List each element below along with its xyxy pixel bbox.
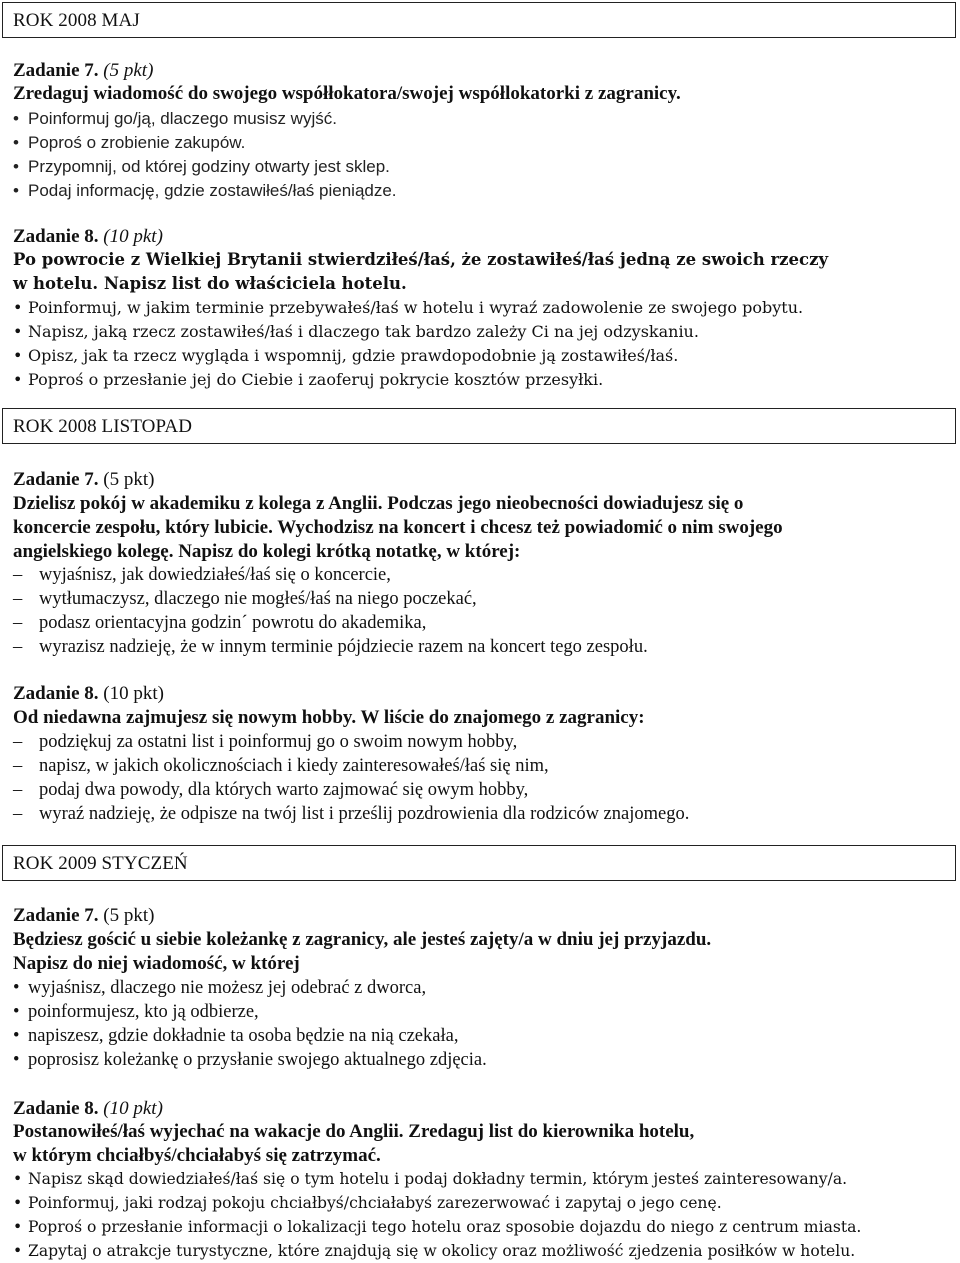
section-title: ROK 2009 STYCZEŃ (13, 853, 188, 874)
list-item-text: Opisz, jak ta rzecz wygląda i wspomnij, gdzie prawdopodobnie ją zostawiłeś/łaś. (28, 346, 679, 365)
task-points: (5 pkt) (103, 60, 154, 81)
section-title: ROK 2008 MAJ (13, 10, 140, 31)
bullet: • (13, 157, 19, 176)
task-number: Zadanie 7. (13, 905, 99, 926)
list-item (13, 155, 390, 178)
task-instruction: Dzielisz pokój w akademiku z kolega z Anglii. Podczas jego nieobecności dowiadujesz się o (13, 493, 744, 514)
list-item (13, 564, 391, 587)
task-instruction: angielskiego kolegę. Napisz do kolegi krótką notatkę, w której: (13, 541, 521, 562)
task-instruction: koncercie zespołu, który lubicie. Wychodzisz na koncert i chcesz też powiadomić o nim swojego (13, 517, 783, 538)
list-item (13, 1240, 855, 1263)
list-item (13, 107, 337, 130)
list-item (13, 1216, 861, 1239)
list-item (13, 320, 699, 343)
list-item-text: Poinformuj, w jakim terminie przebywałeś/łaś w hotelu i wyraź zadowolenie ze swojego pobytu. (28, 298, 804, 317)
list-item-text: Poproś o przesłanie jej do Ciebie i zaoferuj pokrycie kosztów przesyłki. (28, 370, 604, 389)
task-instruction: Od niedawna zajmujesz się nowym hobby. W liście do znajomego z zagranicy: (13, 707, 645, 728)
list-item (13, 1192, 722, 1215)
list-item-text: poinformujesz, kto ją odbierze, (28, 1002, 259, 1022)
section-header-2009-styczen (2, 845, 956, 881)
dash: – (13, 613, 23, 633)
list-item (13, 731, 517, 754)
list-item-text: Poproś o zrobienie zakupów. (28, 133, 246, 152)
list-item-text: podziękuj za ostatni list i poinformuj go o swoim nowym hobby, (39, 732, 518, 752)
task-points: (10 pkt) (103, 226, 163, 247)
list-item (13, 131, 245, 154)
list-item (13, 368, 603, 391)
list-item-text: Napisz skąd dowiedziałeś/łaś się o tym hotelu i podaj dokładny termin, którym jesteś zainteresowany/a. (28, 1170, 848, 1188)
list-item-text: Poinformuj, jaki rodzaj pokoju chciałbyś/chciałabyś zarezerwować i zapytaj o jego cenę. (28, 1194, 722, 1212)
list-item (13, 1025, 458, 1048)
list-item-text: napiszesz, gdzie dokładnie ta osoba będzie na nią czekała, (28, 1026, 459, 1046)
task-number: Zadanie 8. (13, 226, 99, 247)
list-item (13, 588, 477, 611)
list-item-text: Poproś o przesłanie informacji o lokalizacji tego hotelu oraz sposobie dojazdu do niego z centrum miasta. (28, 1218, 862, 1236)
dash: – (13, 637, 23, 657)
list-item-text: wyrazisz nadzieję, że w innym terminie pójdziecie razem na koncert tego zespołu. (39, 637, 648, 657)
bullet: • (13, 1170, 23, 1188)
dash: – (13, 780, 23, 800)
task-points: (5 pkt) (103, 469, 155, 490)
task-heading (13, 682, 164, 705)
task-heading (13, 468, 154, 491)
section-title: ROK 2008 LISTOPAD (13, 416, 193, 437)
list-item-text: wyjaśnisz, jak dowiedziałeś/łaś się o koncercie, (39, 565, 391, 585)
list-item-text: Poinformuj go/ją, dlaczego musisz wyjść. (28, 109, 337, 128)
dash: – (13, 565, 23, 585)
bullet: • (13, 1218, 23, 1236)
list-item (13, 779, 528, 802)
task-number: Zadanie 8. (13, 1098, 99, 1119)
task-points: (10 pkt) (103, 1098, 163, 1119)
list-item-text: poprosisz koleżankę o przysłanie swojego aktualnego zdjęcia. (28, 1050, 487, 1070)
list-item-text: napisz, w jakich okolicznościach i kiedy zainteresowałeś/łaś się nim, (39, 756, 549, 776)
list-item (13, 803, 689, 826)
dash: – (13, 756, 23, 776)
list-item (13, 1168, 847, 1191)
bullet: • (13, 978, 20, 998)
bullet: • (13, 1242, 23, 1260)
bullet: • (13, 346, 23, 365)
task-instruction: Postanowiłeś/łaś wyjechać na wakacje do Anglii. Zredaguj list do kierownika hotelu, (13, 1121, 695, 1142)
task-heading (13, 59, 153, 82)
section-header-2008-maj (2, 2, 956, 38)
bullet: • (13, 1050, 20, 1070)
task-number: Zadanie 7. (13, 60, 99, 81)
task-instruction: w hotelu. Napisz list do właściciela hotelu. (13, 274, 407, 293)
list-item (13, 344, 678, 367)
bullet: • (13, 1002, 20, 1022)
task-instruction: Po powrocie z Wielkiej Brytanii stwierdziłeś/łaś, że zostawiłeś/łaś jedną ze swoich rzeczy (13, 250, 829, 269)
list-item (13, 296, 803, 319)
task-heading (13, 904, 154, 927)
list-item-text: Przypomnij, od której godziny otwarty jest sklep. (28, 157, 390, 176)
list-item-text: podaj dwa powody, dla których warto zajmować się owym hobby, (39, 780, 529, 800)
bullet: • (13, 1194, 23, 1212)
bullet: • (13, 133, 19, 152)
task-points: (10 pkt) (103, 683, 164, 704)
task-heading (13, 225, 163, 248)
bullet: • (13, 322, 23, 341)
dash: – (13, 589, 23, 609)
bullet: • (13, 298, 23, 317)
list-item (13, 1049, 487, 1072)
list-item (13, 636, 648, 659)
bullet: • (13, 370, 23, 389)
task-instruction: Napisz do niej wiadomość, w której (13, 953, 300, 974)
list-item-text: Podaj informację, gdzie zostawiłeś/łaś pieniądze. (28, 181, 397, 200)
section-header-2008-listopad (2, 408, 956, 444)
bullet: • (13, 181, 19, 200)
dash: – (13, 732, 23, 752)
bullet: • (13, 1026, 20, 1046)
bullet: • (13, 109, 19, 128)
list-item (13, 1001, 259, 1024)
list-item-text: Zapytaj o atrakcje turystyczne, które znajdują się w okolicy oraz możliwość zjedzenia posiłków w hotelu. (28, 1242, 856, 1260)
list-item (13, 612, 426, 635)
task-heading (13, 1097, 163, 1120)
list-item-text: wyjaśnisz, dlaczego nie możesz jej odebrać z dworca, (28, 978, 427, 998)
list-item (13, 977, 426, 1000)
list-item (13, 179, 397, 202)
task-points: (5 pkt) (103, 905, 155, 926)
task-number: Zadanie 7. (13, 469, 99, 490)
list-item (13, 755, 549, 778)
task-number: Zadanie 8. (13, 683, 99, 704)
dash: – (13, 804, 23, 824)
task-instruction: Zredaguj wiadomość do swojego współłokatora/swojej współlokatorki z zagranicy. (13, 83, 681, 104)
list-item-text: wyraź nadzieję, że odpisze na twój list i prześlij pozdrowienia dla rodziców znajomego. (39, 804, 690, 824)
task-instruction: w którym chciałbyś/chciałabyś się zatrzymać. (13, 1145, 381, 1166)
list-item-text: wytłumaczysz, dlaczego nie mogłeś/łaś na niego poczekać, (39, 589, 477, 609)
list-item-text: Napisz, jaką rzecz zostawiłeś/łaś i dlaczego tak bardzo zależy Ci na jej odzyskaniu. (28, 322, 699, 341)
task-instruction: Będziesz gościć u siebie koleżankę z zagranicy, ale jesteś zajęty/a w dniu jej przyjazdu. (13, 929, 712, 950)
list-item-text: podasz orientacyjna godzin´ powrotu do akademika, (39, 613, 427, 633)
